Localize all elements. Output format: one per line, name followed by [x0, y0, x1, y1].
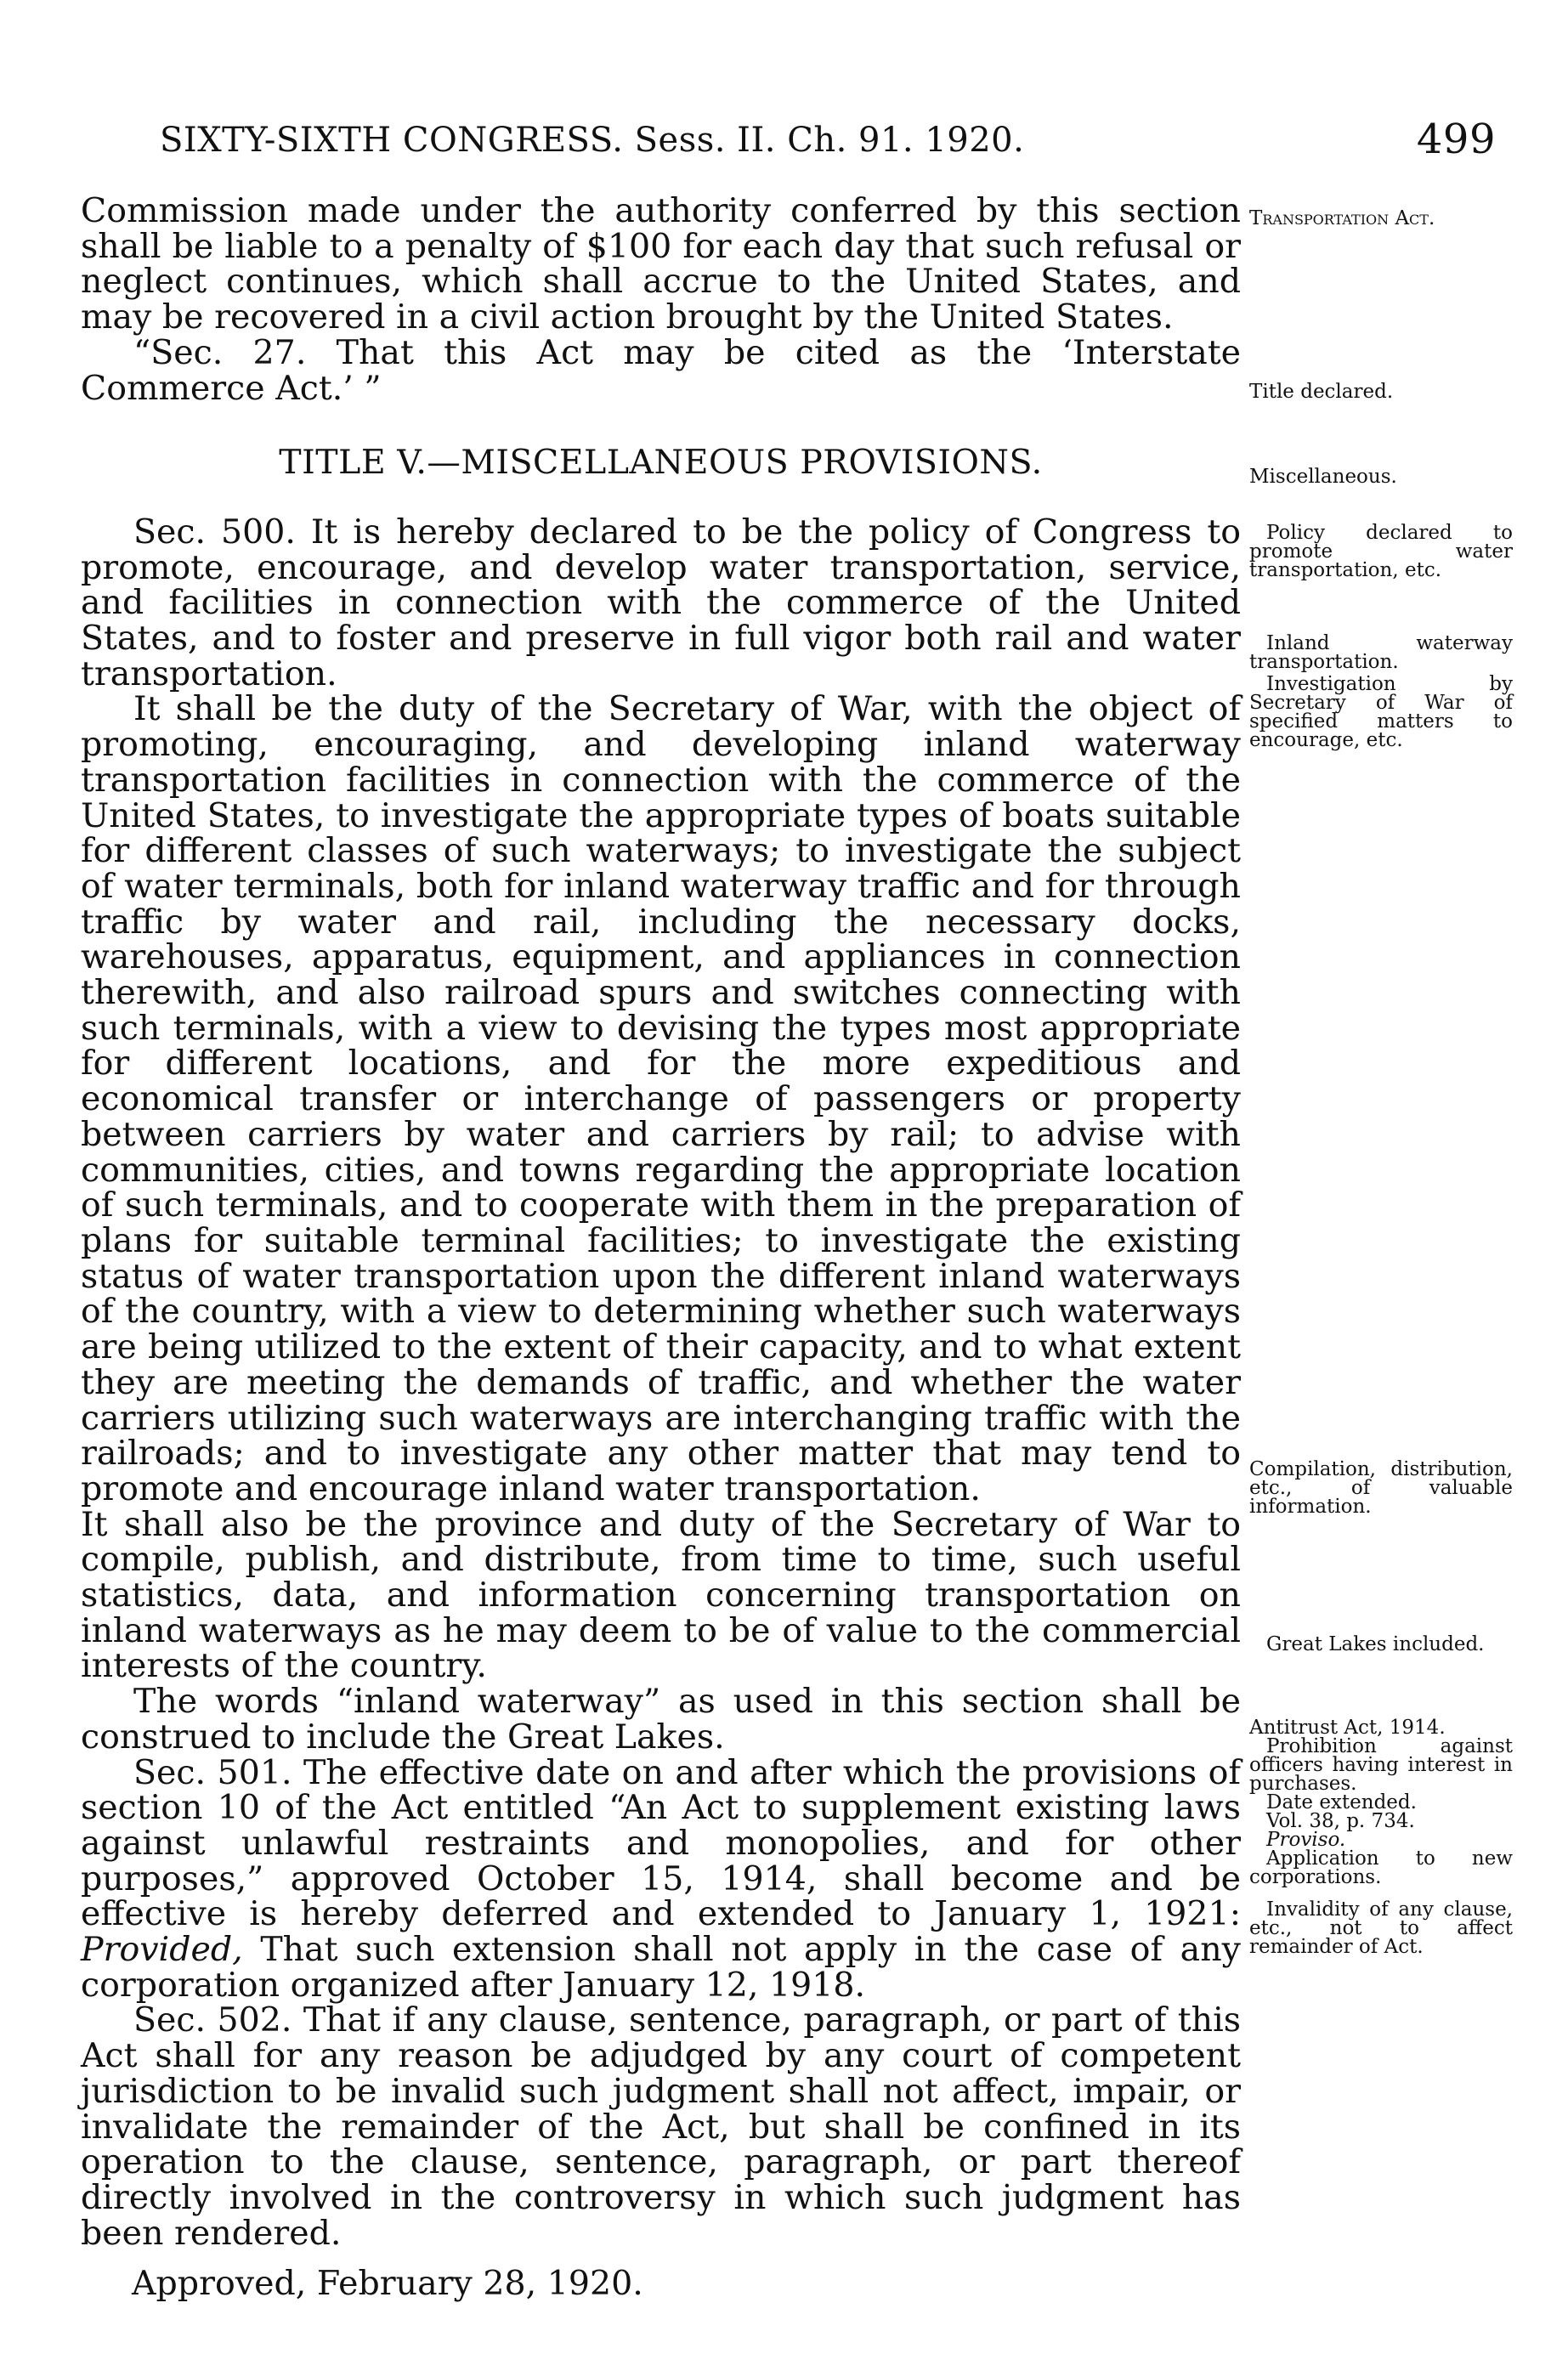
note-transportation-act [1249, 209, 1513, 228]
note-text: Invalidity of any clause, etc., not to affect remainder of Act. [1249, 1898, 1513, 1958]
note-text: Miscellaneous. [1249, 466, 1397, 488]
paragraph-sec-500: Sec. 500. It is hereby declared to be the policy of Congress to promote, encourage, and develop water transportation, service, and facilities in connection with the commerce of the United States, and to foster and preserve in full vigor both rail and water transportation. [81, 512, 1241, 693]
note-compilation [1249, 1460, 1513, 1516]
note-text: Transportation Act. [1249, 207, 1435, 229]
note-text: Inland waterway transportation. [1249, 632, 1513, 673]
note-policy [1249, 523, 1513, 580]
main-text [81, 191, 1241, 2304]
note-text: Great Lakes included. [1266, 1633, 1485, 1655]
note-title-declared [1249, 382, 1513, 401]
paragraph-secretary-duty: It shall be the duty of the Secretary of War, with the object of promoting, encouraging, and developing inland waterway transportation facilities in connection with the commerce of the United States, to investigate the appropriate types of boats suitable for different classes of such waterways; to investigate the subject of water terminals, both for inland waterway traffic and for through traffic by water and rail, including the necessary docks, warehouses, apparatus, equipment, and appliances in connection therewith, and also railroad spurs and switches connecting with such terminals, with a view to devising the types most appropriate for different locations, and for the more expeditious and economical transfer or interchange of passengers or property between carriers by water and carriers by rail; to advise with communities, cities, and towns regarding the appropriate location of such terminals, and to cooperate with them in the preparation of plans for suitable terminal facilities; to investigate the existing status of water transportation upon the different inland waterways of the country, with a view to determining whether such waterways are being utilized to the extent of their capacity, and to what extent they are meeting the demands of traffic, and whether the water carriers utilizing such waterways are interchanging traffic with the railroads; and to investigate any other matter that may tend to promote and encourage inland water transportation. [81, 689, 1241, 1508]
note-inland-waterway [1249, 634, 1513, 671]
running-header [143, 109, 1496, 168]
paragraph-compile-publish: It shall also be the province and duty of the Secretary of War to compile, publish, and distribute, from time to time, such useful statistics, data, and information concerning transportation on inland waterways as he may deem to be of value to the commercial interests of the country. [81, 1504, 1241, 1686]
sec-501-proviso-text: That such extension shall not apply in the case of any corporation organized after January 12, 1918. [81, 1930, 1241, 2005]
note-great-lakes [1249, 1635, 1513, 1654]
page-number: 499 [1416, 116, 1496, 163]
note-miscellaneous [1249, 467, 1513, 486]
paragraph-sec-501 [81, 1752, 1241, 2005]
paragraph-sec-27: “Sec. 27. That this Act may be cited as the ‘Interstate Commerce Act.’ ” [81, 332, 1241, 408]
note-text: Prohibition against officers having interest in purchases. [1249, 1735, 1513, 1795]
note-text: Title declared. [1249, 381, 1394, 403]
running-title: SIXTY-SIXTH CONGRESS. Sess. II. Ch. 91. 1920. [160, 121, 1025, 160]
note-antitrust [1249, 1718, 1513, 1887]
note-text: Date extended. [1266, 1791, 1417, 1813]
note-text: Investigation by Secretary of War of specified matters to encourage, etc. [1249, 673, 1513, 751]
note-invalidity [1249, 1900, 1513, 1956]
note-text: Proviso. [1266, 1829, 1346, 1851]
approved-date: Approved, February 28, 1920. [132, 2264, 643, 2304]
note-text: Antitrust Act, 1914. [1249, 1717, 1446, 1739]
note-text: Policy declared to promote water transportation, etc. [1249, 522, 1513, 581]
sec-501-text: Sec. 501. The effective date on and after which the provisions of section 10 of the Act entitled “An Act to supplement existing laws against unlawful restraints and monopolies, and for other purposes,” approved October 15, 1914, shall become and be effective is hereby deferred and extended to January 1, 1921: [81, 1752, 1241, 1934]
paragraph-penalty: Commission made under the authority conferred by this section shall be liable to a penalty of $100 for each day that such refusal or neglect continues, which shall accrue to the United States, and may be recovered in a civil action brought by the United States. [81, 191, 1241, 337]
paragraph-sec-502: Sec. 502. That if any clause, sentence, paragraph, or part of this Act shall for any reason be adjudged by any court of competent jurisdiction to be invalid such judgment shall not affect, impair, or invalidate the remainder of the Act, but shall be confined in its operation to the clause, sentence, paragraph, or part thereof directly involved in the controversy in which such judgment has been rendered. [81, 2000, 1241, 2253]
proviso-word: Provided, [81, 1930, 243, 1970]
title-v-heading: TITLE V.—MISCELLANEOUS PROVISIONS. [279, 443, 1043, 483]
note-text: Vol. 38, p. 734. [1266, 1810, 1415, 1832]
paragraph-great-lakes: The words “inland waterway” as used in this section shall be construed to include the Great Lakes. [81, 1682, 1241, 1757]
note-text: Application to new corporations. [1249, 1847, 1513, 1888]
note-text: Compilation, distribution, etc., of valuable information. [1249, 1458, 1513, 1518]
note-investigation [1249, 675, 1513, 750]
